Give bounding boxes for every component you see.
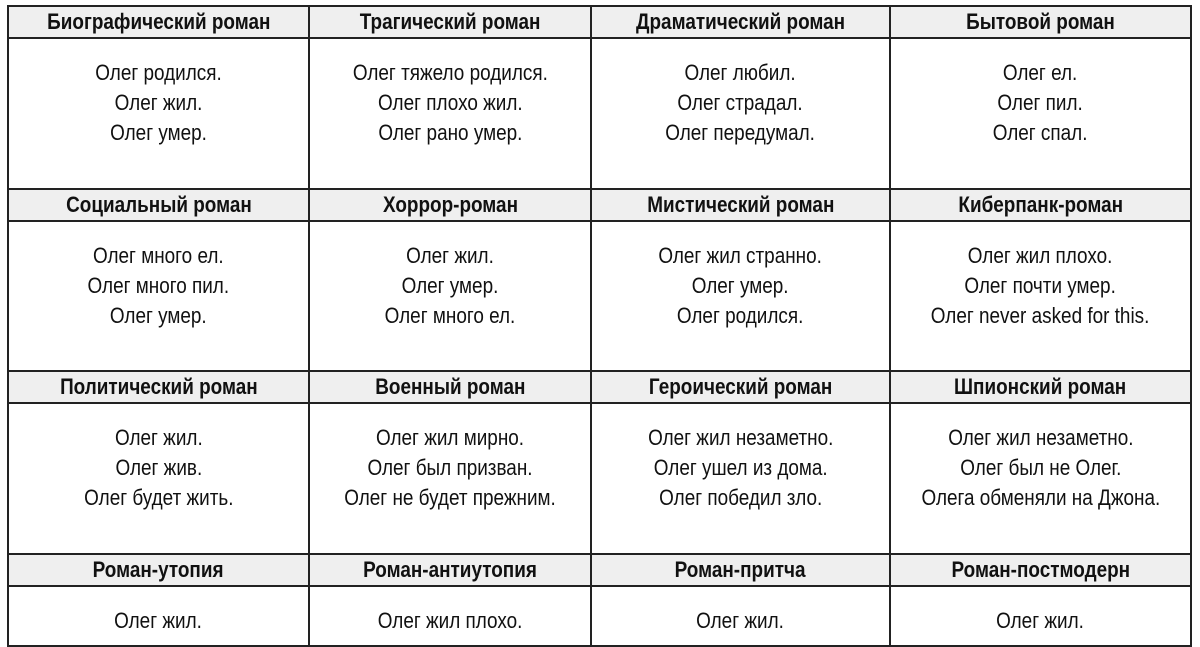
genre-content-cell xyxy=(592,39,891,190)
plot-line: Олег победил зло. xyxy=(658,485,823,510)
genre-header-cell xyxy=(9,7,310,39)
header-row xyxy=(9,372,1192,404)
genre-title: Роман-притча xyxy=(675,557,806,582)
plot-line: Олег тяжело родился. xyxy=(352,60,548,85)
plot-line: Олег был призван. xyxy=(367,455,533,480)
header-row xyxy=(9,190,1192,222)
plot-line: Олег передумал. xyxy=(665,120,816,145)
genre-content-cell xyxy=(310,404,592,555)
genre-content-cell xyxy=(891,404,1192,555)
genre-content-cell xyxy=(891,587,1192,647)
plot-line: Олег страдал. xyxy=(677,90,804,115)
plot-line: Олег не будет прежним. xyxy=(344,485,556,510)
plot-line: Олег ел. xyxy=(1003,60,1078,85)
plot-line: Олег never asked for this. xyxy=(931,303,1150,328)
content-row xyxy=(9,587,1192,647)
plot-line: Олег умер. xyxy=(401,273,499,298)
plot-line: Олег будет жить. xyxy=(83,485,234,510)
genre-content-cell xyxy=(592,587,891,647)
plot-line: Олег жил. xyxy=(996,608,1085,633)
content-row xyxy=(9,39,1192,190)
genre-title: Социальный роман xyxy=(65,192,252,217)
plot-line: Олег был не Олег. xyxy=(959,455,1122,480)
genre-header-cell xyxy=(592,7,891,39)
genre-header-cell xyxy=(9,190,310,222)
plot-line: Олег плохо жил. xyxy=(377,90,523,115)
plot-line: Олег почти умер. xyxy=(964,273,1117,298)
plot-line: Олег жил мирно. xyxy=(375,425,525,450)
plot-line: Олег жил плохо. xyxy=(968,243,1113,268)
genre-title: Роман-антиутопия xyxy=(363,557,537,582)
genre-header-cell xyxy=(891,372,1192,404)
genre-content-cell xyxy=(891,222,1192,372)
plot-line: Олег жив. xyxy=(115,455,202,480)
genre-title: Киберпанк-роман xyxy=(958,192,1123,217)
genre-content-cell xyxy=(310,222,592,372)
genre-content-cell xyxy=(310,587,592,647)
plot-line: Олег спал. xyxy=(993,120,1088,145)
plot-line: Олег жил незаметно. xyxy=(947,425,1134,450)
plot-line: Олег пил. xyxy=(997,90,1084,115)
plot-line: Олег жил странно. xyxy=(658,243,823,268)
plot-line: Олег рано умер. xyxy=(377,120,523,145)
plot-line: Олег жил. xyxy=(114,608,203,633)
plot-line: Олег много пил. xyxy=(87,273,230,298)
genre-header-cell xyxy=(9,372,310,404)
genre-header-cell xyxy=(592,190,891,222)
genre-header-cell xyxy=(310,7,592,39)
genre-content-cell xyxy=(592,404,891,555)
genre-header-cell xyxy=(310,555,592,587)
genre-header-cell xyxy=(9,555,310,587)
genre-title: Шпионский роман xyxy=(954,374,1127,399)
plot-line: Олег много ел. xyxy=(384,303,516,328)
genre-title: Роман-постмодерн xyxy=(951,557,1130,582)
genre-content-cell xyxy=(310,39,592,190)
plot-line: Олег жил незаметно. xyxy=(647,425,834,450)
plot-line: Олег умер. xyxy=(110,303,207,328)
genre-header-cell xyxy=(310,372,592,404)
genre-content-cell xyxy=(9,404,310,555)
genre-header-cell xyxy=(891,190,1192,222)
genre-header-cell xyxy=(310,190,592,222)
plot-line: Олег жил. xyxy=(114,425,203,450)
plot-line: Олег жил плохо. xyxy=(377,608,523,633)
genre-header-cell xyxy=(891,7,1192,39)
genre-title: Биографический роман xyxy=(46,9,271,34)
genre-content-cell xyxy=(9,39,310,190)
genre-title: Мистический роман xyxy=(646,192,835,217)
content-row xyxy=(9,222,1192,372)
plot-line: Олег родился. xyxy=(677,303,804,328)
genre-title: Драматический роман xyxy=(635,9,846,34)
plot-line: Олег любил. xyxy=(684,60,797,85)
plot-line: Олег умер. xyxy=(110,120,207,145)
header-row xyxy=(9,7,1192,39)
plot-line: Олег жил. xyxy=(114,90,203,115)
genre-content-cell xyxy=(9,222,310,372)
genre-content-cell xyxy=(891,39,1192,190)
genre-title: Хоррор-роман xyxy=(382,192,518,217)
content-row xyxy=(9,404,1192,555)
genre-title: Трагический роман xyxy=(359,9,541,34)
genre-header-cell xyxy=(592,372,891,404)
genre-title: Бытовой роман xyxy=(966,9,1115,34)
genre-content-cell xyxy=(592,222,891,372)
genre-title: Военный роман xyxy=(374,374,526,399)
plot-line: Олег ушел из дома. xyxy=(653,455,828,480)
plot-line: Олег жил. xyxy=(696,608,785,633)
plot-line: Олега обменяли на Джона. xyxy=(921,485,1160,510)
plot-line: Олег умер. xyxy=(692,273,789,298)
genre-title: Политический роман xyxy=(59,374,258,399)
genre-title: Героический роман xyxy=(648,374,833,399)
genre-content-cell xyxy=(9,587,310,647)
genre-title: Роман-утопия xyxy=(93,557,224,582)
genre-header-cell xyxy=(891,555,1192,587)
plot-line: Олег много ел. xyxy=(93,243,224,268)
header-row xyxy=(9,555,1192,587)
plot-line: Олег родился. xyxy=(95,60,222,85)
genre-header-cell xyxy=(592,555,891,587)
plot-line: Олег жил. xyxy=(406,243,494,268)
novel-genres-table xyxy=(7,5,1192,647)
